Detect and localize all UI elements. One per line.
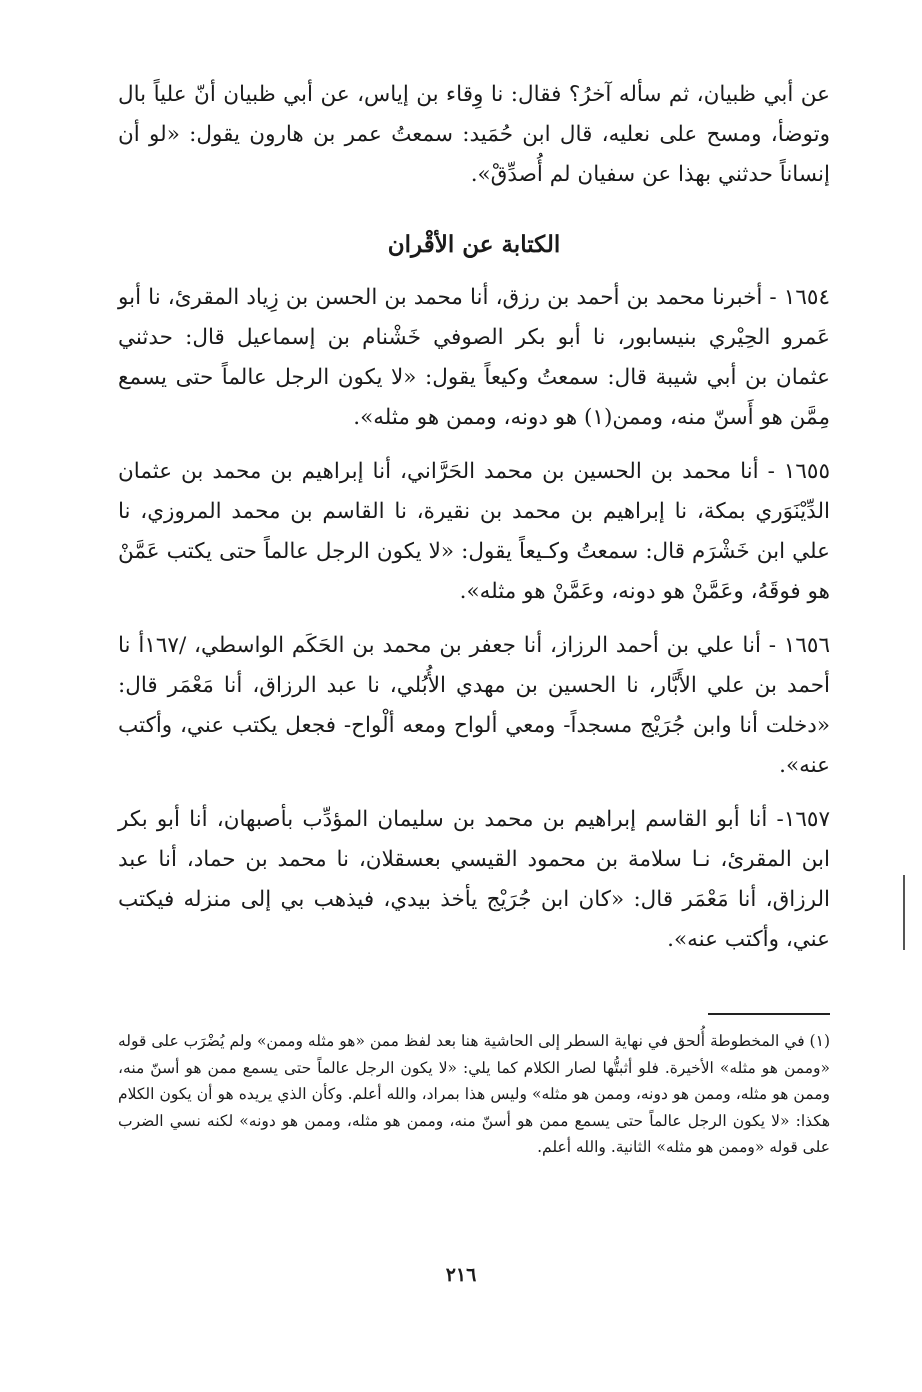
- footnote-separator: [708, 1013, 830, 1015]
- text-line: مَعْمَر قال: «دخلت أنا وابن جُرَيْج مسجداً- ومعي ألواح ومعه ألْواح- فجعل: [118, 673, 830, 738]
- page-number: ٢١٦: [445, 1264, 477, 1286]
- footnote-text: [118, 1028, 830, 1161]
- footnote: [118, 1028, 830, 1161]
- top-paragraph: [118, 75, 830, 195]
- text-line: ١٦٥٥ - أنا محمد بن الحسين بن محمد الحَرَّاني، أنا إبراهيم بن محمد بن عثمان: [118, 459, 830, 484]
- text-line: أسنّ منه، وممن هو مثله، وممن هو دونه» لكنه نسي الضرب على قوله «وممن هو مثله» الثانية.: [118, 1111, 830, 1156]
- text-line: أعلم. وكأن الذي يريده هو أن يكون الكلام هكذا: «لا يكون الرجل عالماً حتى يسمع ممن هو: [118, 1085, 830, 1130]
- text-line: يكتب عني، وأكتب عنه».: [118, 713, 830, 778]
- entry-1657: [118, 800, 830, 960]
- text-line: هو فوقَهُ، وعَمَّنْ هو دونه، وعَمَّنْ هو مثله».: [459, 579, 830, 604]
- text-line: ١٦٥٤ - أخبرنا محمد بن أحمد بن رزق، أنا محمد بن الحسن بن زِياد المقرئ،: [167, 285, 830, 310]
- text-line: فيكتب عني، وأكتب عنه».: [118, 887, 830, 952]
- text-line: «لو أن إنساناً حدثني بهذا عن سفيان لم أُصدِّقْ».: [118, 122, 830, 187]
- text-line: على قوله «وممن هو مثله» الأخيرة. فلو أثبتُّها لصار الكلام كما يلي: «لا يكون الرجل عالماً حتى: [118, 1032, 830, 1077]
- text-line: الرزاق، أنا مَعْمَر قال: «كان ابن جُرَيْج يأخذ بيدي، فيذهب بي إلى منزله: [183, 887, 830, 912]
- text-line: ١٦٥٦ - أنا علي بن أحمد الرزاز، أنا جعفر بن محمد بن الحَكَم الواسطي،: [194, 633, 830, 658]
- text-line: عن أبي ظبيان، ثم سأله آخرُ؟ فقال: نا وِقاء بن إياس، عن أبي ظبيان أنّ علياً: [153, 82, 830, 107]
- text-line: بال وتوضأ، ومسح على نعليه، قال ابن حُمَيد: سمعتُ عمر بن هارون يقول:: [118, 82, 830, 147]
- paragraph-gap: [118, 612, 830, 626]
- entry-1655: [118, 452, 830, 612]
- entry-1654: [118, 278, 830, 438]
- scan-edge-mark: [903, 875, 905, 950]
- text-line: /١٦٧أ نا أحمد بن علي الأَبَّار، نا الحسين بن مهدي الأُبُلي، نا عبد الرزاق، أنا: [118, 633, 830, 698]
- entries-block: [118, 278, 830, 960]
- text-line: الدِّيْنَوَري بمكة، نا إبراهيم بن محمد بن نقيرة، نا القاسم بن محمد المروزي، نا علي: [118, 499, 830, 564]
- text-line: حدثني عثمان بن أبي شيبة قال: سمعتُ وكيعاً يقول: «لا يكون الرجل عالماً حتى: [118, 325, 830, 390]
- text-line: والله أعلم.: [537, 1138, 606, 1156]
- top-paragraph-text: [118, 75, 830, 195]
- text-line: (١) في المخطوطة أُلحق في نهاية السطر إلى الحاشية هنا بعد لفظ ممن «هو مثله وممن» ولم يُضْرَب: [183, 1032, 830, 1050]
- text-line: ١٦٥٧- أنا أبو القاسم إبراهيم بن محمد بن سليمان المؤدِّب بأصبهان، أنا أبو: [156, 807, 830, 832]
- section-title: الكتابة عن الأقْران: [387, 231, 561, 258]
- text-line: بكر ابن المقرئ، نـا سلامة بن محمود القيسي بعسقلان، نا محمد بن حماد، أنا عبد: [118, 807, 830, 872]
- text-line: نا أبو عَمرو الحِيْري بنيسابور، نا أبو بكر الصوفي خَشْنام بن إسماعيل قال:: [118, 285, 830, 350]
- paragraph-gap: [118, 786, 830, 800]
- entry-1656: [118, 626, 830, 786]
- text-line: ابن خَشْرَم قال: سمعتُ وكـيعاً يقول: «لا يكون الرجل عالماً حتى يكتب عَمَّنْ: [118, 539, 786, 564]
- text-line: يسمع مِمَّن هو أَسنّ منه، وممن(١) هو دونه، وممن هو مثله».: [118, 365, 830, 430]
- text-line: يسمع ممن هو أسنّ منه، وممن هو مثله، وممن هو دونه، وممن هو مثله» وليس هذا بمراد، والله: [118, 1058, 830, 1103]
- paragraph-gap: [118, 438, 830, 452]
